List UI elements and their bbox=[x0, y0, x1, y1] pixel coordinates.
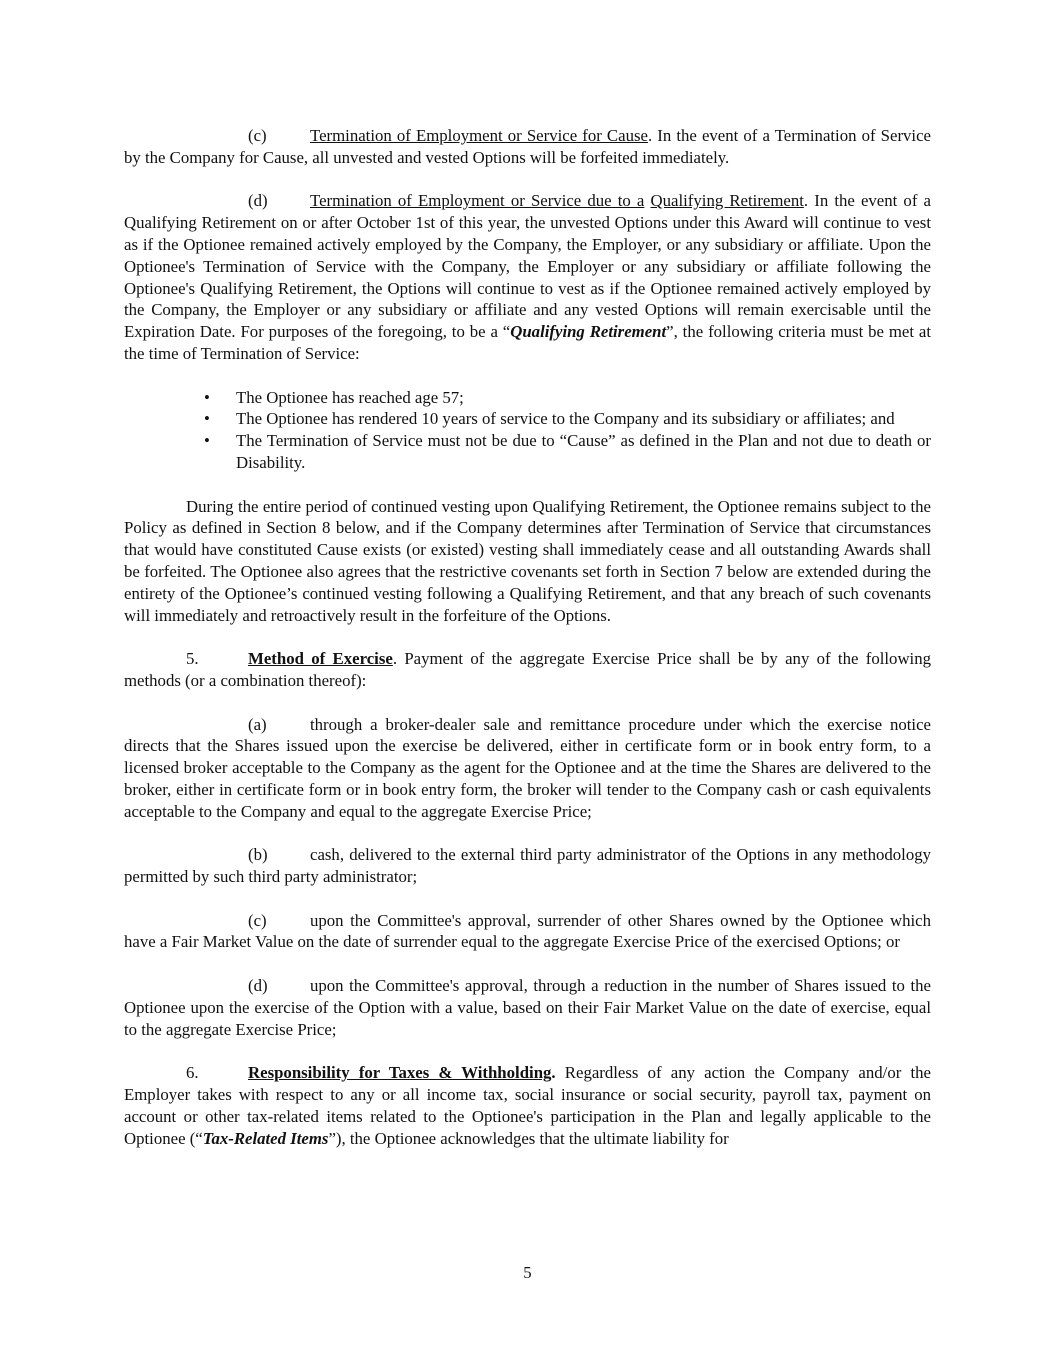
bullet-icon: • bbox=[204, 431, 210, 451]
clause-number: (c) bbox=[248, 126, 267, 145]
paragraph-4d bbox=[124, 190, 931, 364]
clause-heading: Termination of Employment or Service due to a bbox=[310, 191, 645, 211]
clause-heading-term: Qualifying Retirement bbox=[650, 191, 804, 211]
section-number: 6. bbox=[186, 1063, 199, 1083]
bullet-icon: • bbox=[204, 387, 210, 407]
bullet-icon: • bbox=[204, 409, 210, 429]
section-5 bbox=[124, 648, 931, 692]
paragraph-4c: (c) Termination of Employment or Service for Cause. In the event of a Termination of Service by the Company for Cause, all unvested and vested Options will be forfeited immediately. bbox=[124, 126, 931, 167]
section-text: . Payment of the aggregate Exercise Price shall be by any of the following methods (or a combination thereof): bbox=[124, 649, 932, 690]
clause-number: (c) bbox=[248, 910, 267, 930]
clause-text: In the event of a Termination of Service by the Company for Cause, all unvested and vested Options will be forfeited immediately. bbox=[124, 126, 931, 167]
clause-number: (a) bbox=[248, 714, 267, 734]
section-text: Regardless of any action the Company and/or the Employer takes with respect to any or all income tax, social insurance or social security, payroll tax, payment on account or other tax-related items related to the Optionee's participation in the Plan and legally applicable to the Optionee (“ bbox=[124, 1063, 931, 1148]
section-number: 5. bbox=[186, 649, 199, 669]
defined-term: Qualifying Retirement bbox=[510, 322, 667, 342]
list-item: • The Termination of Service must not be due to “Cause” as defined in the Plan and not due to death or Disability. bbox=[204, 431, 931, 472]
clause-text: . In the event of a Qualifying Retirement on or after October 1st of this year, the unvested Options under this Award will continue to vest as if the Optionee remained actively employed by the Company, the Employer, or any subsidiary or affiliate. Upon the Optionee's Termination of Service with the Company, the Employer or any subsidiary or affiliate following the Optionee's Qualifying Retirement, the Options will continue to vest as if the Optionee remained actively employed by the Company, the Employer or any subsidiary or affiliate and any vested Options will remain exercisable until the Expiration Date. For purposes of the foregoing, to be a “ bbox=[124, 191, 931, 342]
list-item: • The Optionee has reached age 57; bbox=[204, 387, 464, 407]
criteria-list bbox=[124, 387, 931, 474]
page-number: 5 bbox=[523, 1263, 532, 1282]
section-text: ”), the Optionee acknowledges that the ultimate liability for bbox=[328, 1128, 729, 1148]
section-heading: Method of Exercise bbox=[248, 649, 393, 669]
method-a: (a) through a broker-dealer sale and remittance procedure under which the exercise notice directs that the Shares issued upon the exercise be delivered, either in certificate form or in book entry form, to a licensed broker acceptable to the Company as the agent for the Optionee and at the time the Shares are delivered to the broker, either in certificate form or in book entry form, the broker will tender to the Company cash or cash equivalents acceptable to the Company and equal to the aggregate Exercise Price; bbox=[124, 714, 931, 821]
section-heading: Responsibility for Taxes & Withholding bbox=[248, 1063, 552, 1083]
clause-number: (b) bbox=[248, 845, 268, 865]
clause-number: (d) bbox=[248, 976, 268, 996]
paragraph-continued-vesting: During the entire period of continued vesting upon Qualifying Retirement, the Optionee remains subject to the Policy as defined in Section 8 below, and if the Company determines after Termination of Service that circumstances that would have constituted Cause exists (or existed) vesting shall immediately cease and all outstanding Awards shall be forfeited. The Optionee also agrees that the restrictive covenants set forth in Section 7 below are extended during the entirety of the Optionee’s continued vesting following a Qualifying Retirement, and that any breach of such covenants will immediately and retroactively result in the forfeiture of the Options. bbox=[124, 496, 931, 625]
method-d: (d) upon the Committee's approval, through a reduction in the number of Shares issued to the Optionee upon the exercise of the Option with a value, based on their Fair Market Value on the date of exercise, equal to the aggregate Exercise Price; bbox=[124, 976, 931, 1039]
method-b: (b) cash, delivered to the external third party administrator of the Options in any methodology permitted by such third party administrator; bbox=[124, 845, 931, 887]
section-6: 6. Responsibility for Taxes & Withholding. Regardless of any action the Company and/or the Employer takes with respect to any or all income tax, social insurance or social security, payroll tax, payment on account or other tax-related items related to the Optionee's participation in the Plan and legally applicable to the Optionee (“Tax-Related Items”), the Optionee acknowledges that the ultimate liability for bbox=[124, 1063, 931, 1148]
method-c: (c) upon the Committee's approval, surrender of other Shares owned by the Optionee which have a Fair Market Value on the date of surrender equal to the aggregate Exercise Price of the exercised Options; or bbox=[124, 910, 931, 952]
list-item: • The Optionee has rendered 10 years of service to the Company and its subsidiary or affiliates; and bbox=[204, 409, 895, 429]
clause-number: (d) bbox=[248, 191, 268, 211]
clause-text: ”, the following criteria must be met at the time of Termination of Service: bbox=[124, 322, 932, 363]
defined-term: Tax-Related Items bbox=[202, 1128, 329, 1148]
clause-heading: Termination of Employment or Service for Cause bbox=[310, 126, 648, 145]
